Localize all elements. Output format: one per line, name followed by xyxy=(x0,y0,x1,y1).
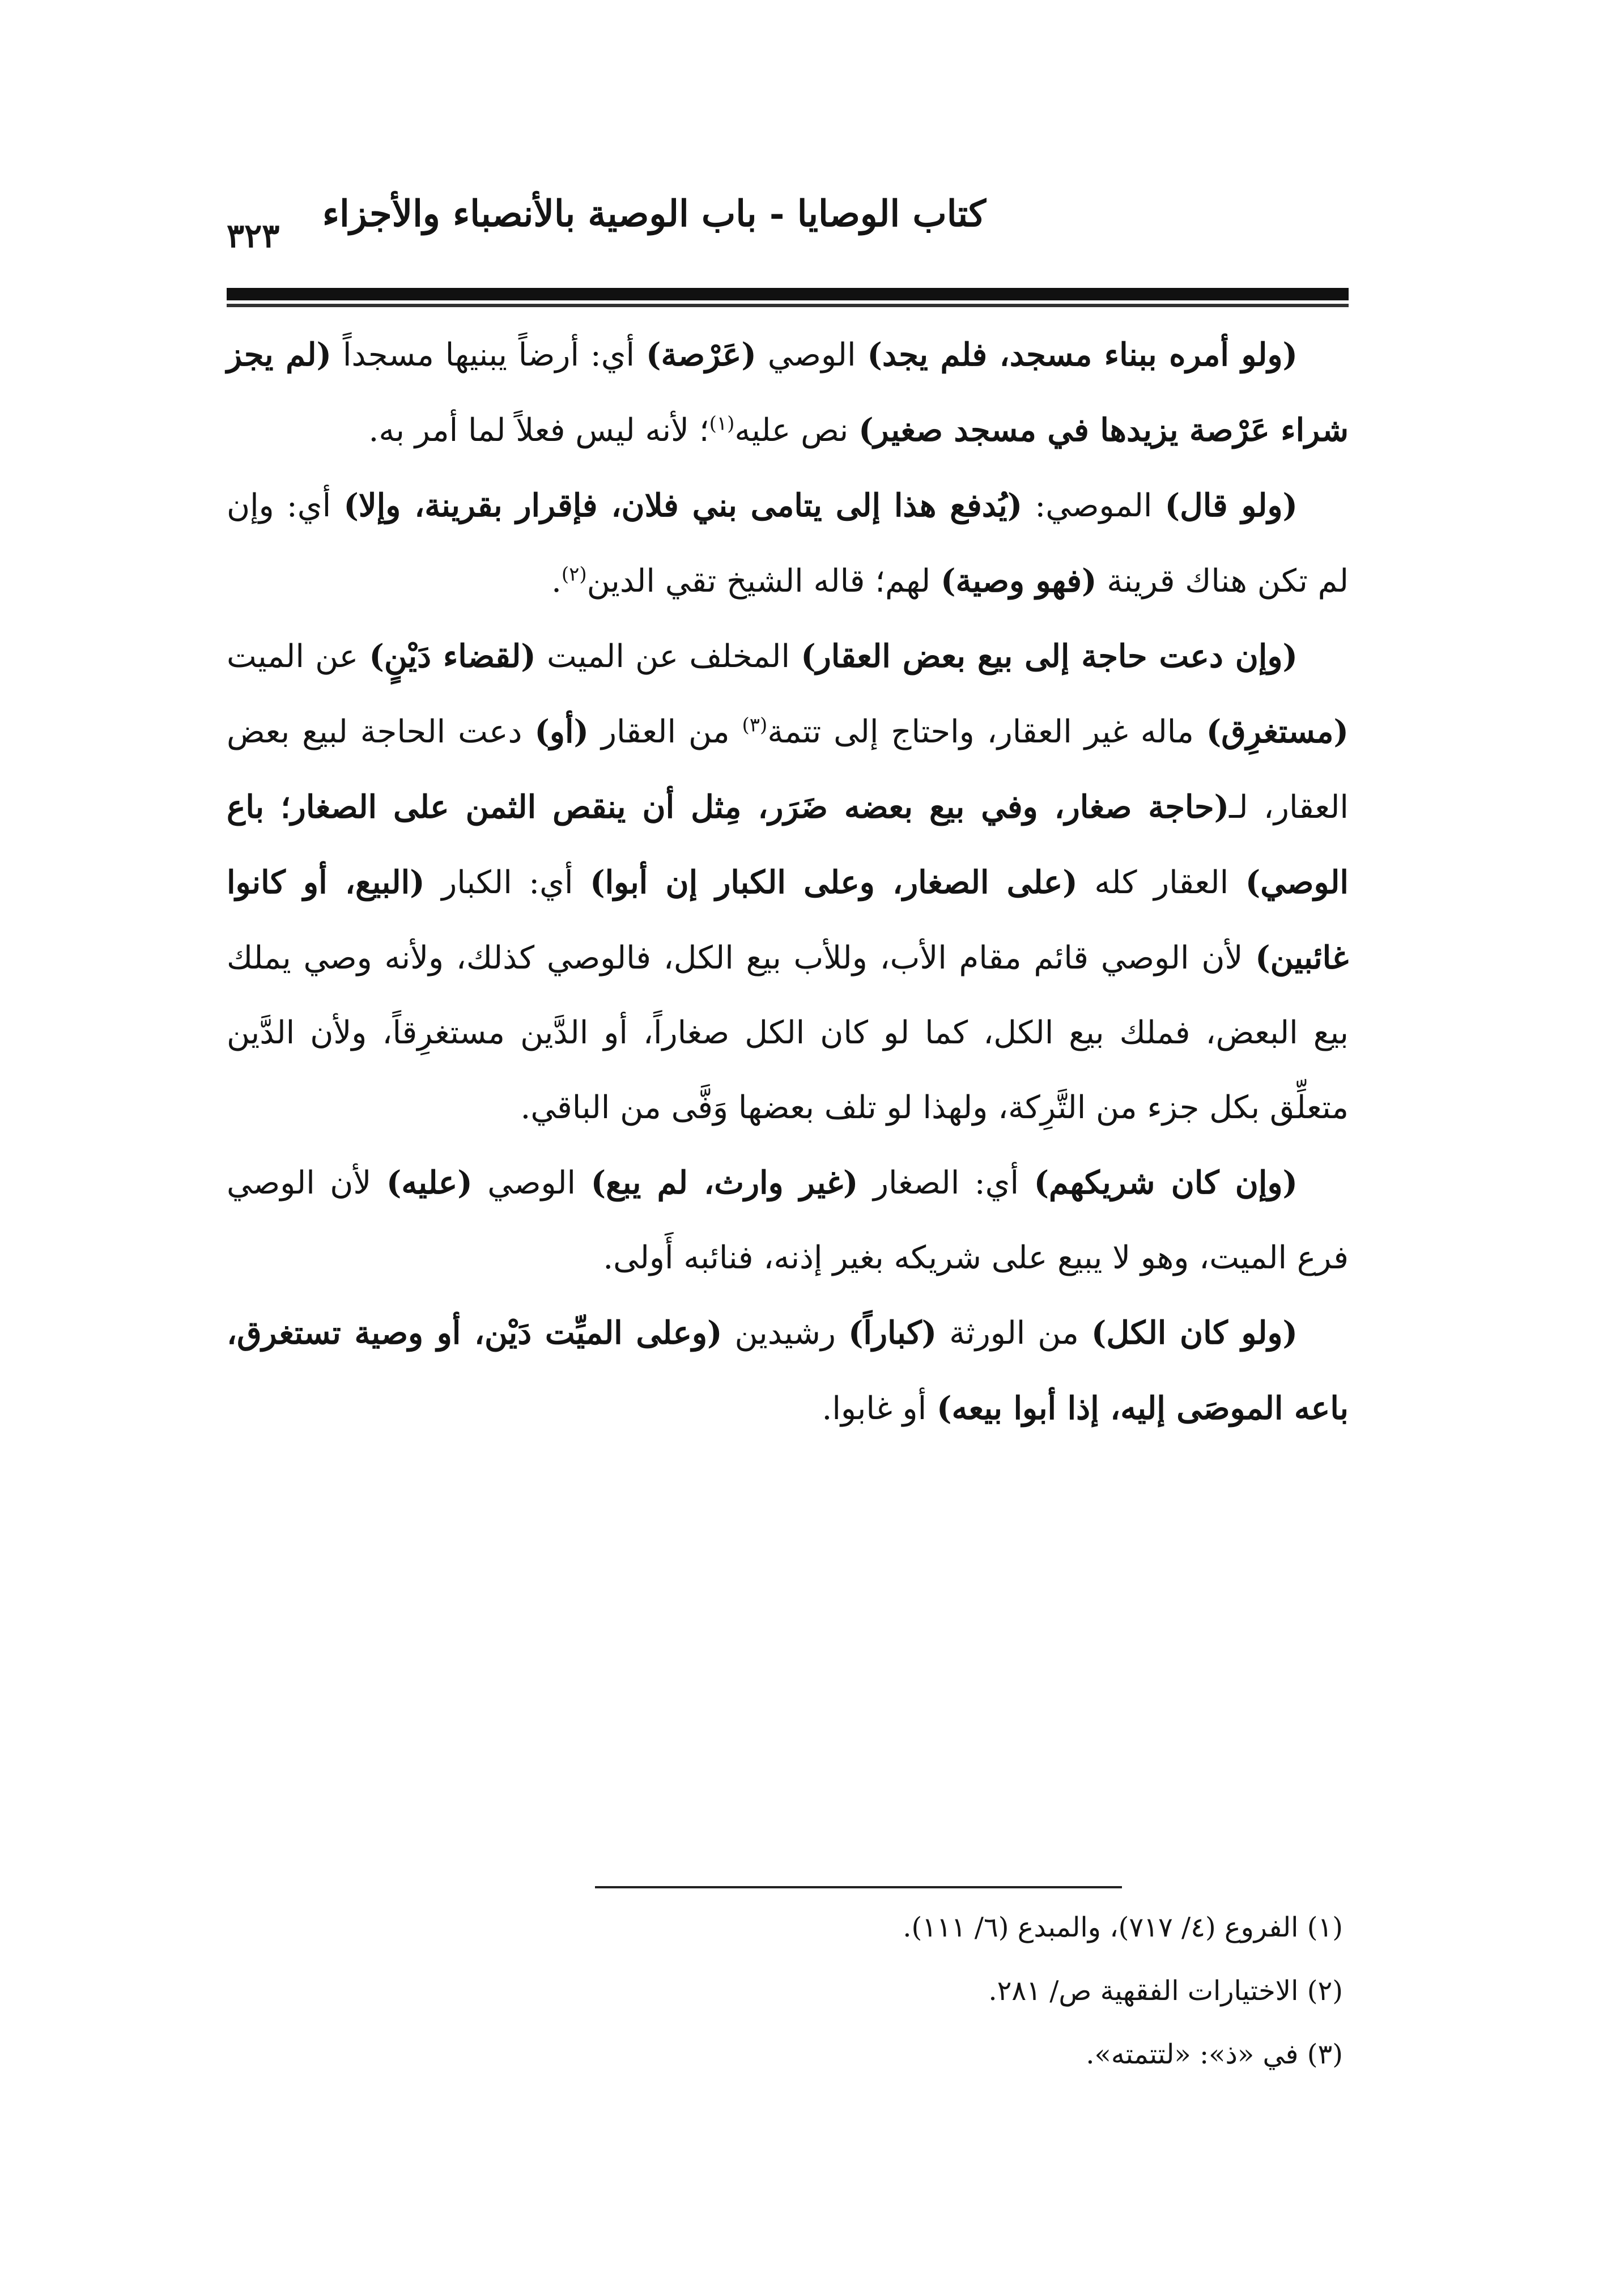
footnote-1: (١) الفروع (٤/ ٧١٧)، والمبدع (٦/ ١١١). xyxy=(903,1912,1343,1943)
sharh-text: لأن الوصي فرع الميت، وهو لا يبيع على شريكه بغير إذنه، فنائبه أَولى. xyxy=(227,1165,1349,1276)
matn-text: (فهو وصية) xyxy=(940,562,1097,600)
sharh-text: أي: الكبار xyxy=(424,864,590,901)
matn-text: (يُدفع هذا إلى يتامى بني فلان، فإقرار بقرينة، وإلا) xyxy=(343,487,1023,524)
matn-text: (وعلى الميِّت دَيْن، أو وصية تستغرق، باعه الموصَى إليه، إذا أبوا بيعه) xyxy=(227,1314,1349,1427)
sharh-text: ماله غير العقار، واحتاج إلى تتمة xyxy=(767,714,1206,750)
matn-text: (حاجة صغار، وفي بيع بعضه ضَرَر، مِثل أن ينقص الثمن على الصغار؛ باع الوصي) xyxy=(227,788,1349,901)
sharh-text: أو غابوا. xyxy=(822,1390,937,1427)
matn-text: (لم يجز شراء عَرْصة يزيدها في مسجد صغير) xyxy=(227,336,1349,449)
matn-text: (غير وارث، لم يبع) xyxy=(590,1164,858,1201)
footnote-separator xyxy=(595,1886,1122,1888)
sharh-text: ؛ لأنه ليس فعلاً لما أمر به. xyxy=(368,412,709,449)
matn-text: (كباراً) xyxy=(848,1314,937,1352)
matn-text: (أو) xyxy=(534,713,589,750)
footnotes xyxy=(227,1896,1349,2086)
chapter-title: كتاب الوصايا - باب الوصية بالأنصباء والأجزاء xyxy=(322,193,986,235)
sharh-text: عن الميت xyxy=(227,638,369,675)
matn-text: (البيع، أو كانوا غائبين) xyxy=(227,864,1349,976)
matn-text: (عَرْصة) xyxy=(645,336,756,373)
footnote-2: (٢) الاختيارات الفقهية ص/ ٢٨١. xyxy=(988,1975,1343,2007)
matn-text: (مستغرِق) xyxy=(1206,713,1349,750)
running-header xyxy=(227,193,1349,272)
paragraph-5 xyxy=(227,1296,1349,1446)
paragraph-2 xyxy=(227,468,1349,619)
page-number: ٣٢٣ xyxy=(227,216,280,255)
sharh-text: أي: الصغار xyxy=(858,1165,1034,1201)
sharh-text: لأن الوصي قائم مقام الأب، وللأب بيع الكل، فالوصي كذلك، ولأنه وصي يملك بيع البعض، فملك بيع الكل، كما لو كان الكل صغاراً، أو الدَّين مستغرِقاً، ولأن الدَّين متعلِّق بكل جزء من التَّرِكة، ولهذا لو تلف بعضها وَفَّى من الباقي. xyxy=(227,940,1349,1126)
footnote-ref: (١) xyxy=(709,412,735,435)
matn-text: (وإن دعت حاجة إلى بيع بعض العقار) xyxy=(801,638,1298,675)
sharh-text: دعت الحاجة لبيع بعض العقار، لـ xyxy=(227,714,1349,826)
footnote-ref: (٢) xyxy=(561,563,587,586)
sharh-text: أي: أرضاً يبنيها مسجداً xyxy=(331,337,646,373)
sharh-text: العقار كله xyxy=(1077,864,1245,901)
footnote-3: (٣) في «ذ»: «لتتمته». xyxy=(1086,2039,1343,2070)
matn-text: (ولو أمره ببناء مسجد، فلم يجد) xyxy=(867,336,1298,373)
sharh-text: . xyxy=(551,563,562,600)
matn-text: (ولو قال) xyxy=(1164,487,1298,524)
header-rule-thin xyxy=(227,304,1349,307)
sharh-text: أي: وإن لم تكن هناك قرينة xyxy=(227,487,1349,600)
sharh-text: من الورثة xyxy=(937,1315,1091,1352)
matn-text: (عليه) xyxy=(386,1164,473,1201)
sharh-text: المخلف عن الميت xyxy=(535,638,801,675)
sharh-text: من العقار xyxy=(589,714,742,750)
matn-text: (على الصغار، وعلى الكبار إن أبوا) xyxy=(590,864,1078,901)
sharh-text: رشيدين xyxy=(722,1315,848,1352)
matn-text: (وإن كان شريكهم) xyxy=(1034,1164,1298,1201)
matn-text: (ولو كان الكل) xyxy=(1091,1314,1298,1352)
matn-text: (لقضاء دَيْنٍ) xyxy=(369,638,536,675)
main-text xyxy=(227,317,1349,1446)
header-rule-thick xyxy=(227,288,1349,300)
sharh-text: لهم؛ قاله الشيخ تقي الدين xyxy=(586,563,941,600)
sharh-text: الوصي xyxy=(472,1165,591,1201)
sharh-text: الوصي xyxy=(756,337,868,373)
footnote-ref: (٣) xyxy=(742,714,768,737)
paragraph-1 xyxy=(227,317,1349,468)
sharh-text: الموصي: xyxy=(1022,487,1165,524)
sharh-text: نص عليه xyxy=(734,412,859,449)
paragraph-3 xyxy=(227,619,1349,1145)
paragraph-4 xyxy=(227,1145,1349,1296)
